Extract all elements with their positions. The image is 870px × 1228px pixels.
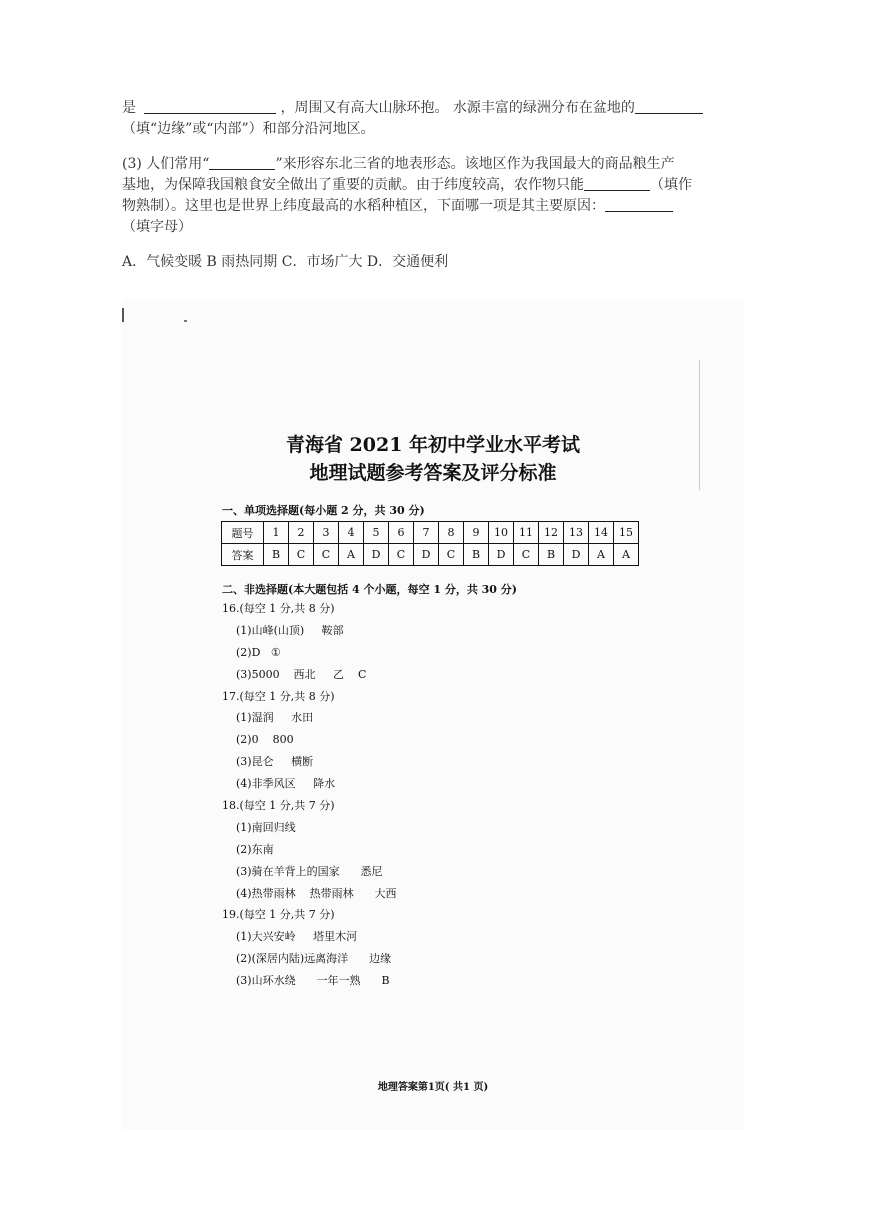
question-number-cell: 3 — [314, 522, 339, 544]
question-number-cell: 11 — [514, 522, 539, 544]
question-number-cell: 2 — [289, 522, 314, 544]
question-number-cell: 12 — [539, 522, 564, 544]
question-text-block — [122, 98, 752, 273]
answer-line: (3)骑在羊背上的国家 悉尼 — [236, 864, 383, 878]
text-segment: 物熟制）。这里也是世界上纬度最高的水稻种植区，下面哪一项是其主要原因： — [122, 198, 605, 214]
section-heading-nonchoice: 二、非选择题(本大题包括 4 个小题，每空 1 分，共 30 分) — [222, 583, 518, 596]
answer-cell: D — [364, 544, 389, 566]
answer-cell: B — [464, 544, 489, 566]
question-line-6: （填字母） — [122, 219, 192, 235]
question-line-2: （填“边缘”或“内部”）和部分沿河地区。 — [122, 121, 375, 137]
answer-cell: D — [564, 544, 589, 566]
section-heading-choice: 一、单项选择题(每小题 2 分，共 30 分) — [222, 504, 425, 517]
answer-cell: C — [389, 544, 414, 566]
question-line-1 — [122, 98, 752, 119]
answer-cell: C — [289, 544, 314, 566]
answer-line: (4)非季风区 降水 — [236, 777, 336, 791]
question-number-cell: 8 — [439, 522, 464, 544]
scanned-answer-sheet — [122, 300, 744, 1130]
answer-line: (2)东南 — [236, 842, 274, 856]
answer-line: (1)大兴安岭 塔里木河 — [236, 930, 358, 944]
question-number-cell: 13 — [564, 522, 589, 544]
text-segment: （填作 — [650, 177, 692, 193]
question-heading: 18.(每空 1 分,共 7 分) — [222, 799, 335, 813]
question-line-3 — [122, 154, 752, 175]
page-footer: 地理答案第1页( 共1 页) — [377, 1082, 489, 1093]
answer-line: (3)山环水绕 一年一熟 B — [236, 974, 390, 988]
answer-cell: C — [439, 544, 464, 566]
question-heading: 17.(每空 1 分,共 8 分) — [222, 689, 335, 703]
answer-cell: D — [414, 544, 439, 566]
answer-blank — [635, 99, 703, 114]
text-segment: ”来形容东北三省的地表形态。该地区作为我国最大的商品粮生产 — [275, 156, 675, 172]
answer-cell: C — [314, 544, 339, 566]
sheet-title: 青海省 2021 年初中学业水平考试 — [285, 434, 581, 456]
answer-cell: B — [264, 544, 289, 566]
answer-line: (1)山峰(山顶) 鞍部 — [236, 623, 344, 637]
answer-options: A．气候变暖 B 雨热同期 C．市场广大 D．交通便利 — [122, 254, 449, 270]
question-number-cell: 7 — [414, 522, 439, 544]
text-segment: ，周围又有高大山脉环抱。 水源丰富的绿洲分布在盆地的 — [280, 100, 635, 116]
question-number-cell: 1 — [264, 522, 289, 544]
answer-blank — [605, 197, 673, 212]
question-line-5 — [122, 196, 752, 217]
question-number-cell: 10 — [489, 522, 514, 544]
answer-blank — [144, 99, 276, 114]
scan-mark — [122, 308, 124, 322]
question-heading: 16.(每空 1 分,共 8 分) — [222, 602, 335, 615]
text-segment: 基地，为保障我国粮食安全做出了重要的贡献。由于纬度较高，农作物只能 — [122, 177, 584, 193]
question-line-4 — [122, 175, 752, 196]
question-number-cell: 15 — [614, 522, 639, 544]
answer-line: (1)湿润 水田 — [236, 711, 314, 725]
answer-cell: C — [514, 544, 539, 566]
answer-line: (3)5000 西北 乙 C — [236, 667, 367, 681]
answer-cell: A — [614, 544, 639, 566]
answer-cell: D — [489, 544, 514, 566]
answer-line: (4)热带雨林 热带雨林 大西 — [236, 886, 397, 900]
question-heading: 19.(每空 1 分,共 7 分) — [222, 908, 335, 922]
table-row — [222, 544, 639, 566]
answer-blank — [584, 176, 650, 191]
answer-table — [221, 521, 639, 566]
answer-line: (3)昆仑 横断 — [236, 755, 314, 769]
answer-cell: A — [589, 544, 614, 566]
question-number-cell: 5 — [364, 522, 389, 544]
question-number-cell: 4 — [339, 522, 364, 544]
row-label: 答案 — [222, 544, 264, 566]
scan-mark — [184, 320, 187, 322]
text-segment: 是 — [122, 100, 136, 116]
answer-list — [222, 598, 397, 992]
answer-line: (2)(深居内陆)远离海洋 边缘 — [236, 952, 392, 966]
answer-line: (2)D ① — [236, 645, 281, 659]
answer-line: (2)0 800 — [236, 733, 294, 747]
question-number-cell: 14 — [589, 522, 614, 544]
text-segment: (3) 人们常用“ — [122, 156, 210, 172]
row-label: 题号 — [222, 522, 264, 544]
answer-cell: B — [539, 544, 564, 566]
answer-line: (1)南回归线 — [236, 820, 296, 834]
answer-cell: A — [339, 544, 364, 566]
question-number-cell: 9 — [464, 522, 489, 544]
table-row — [222, 522, 639, 544]
sheet-subtitle: 地理试题参考答案及评分标准 — [309, 462, 557, 484]
question-number-cell: 6 — [389, 522, 414, 544]
answer-blank — [209, 155, 275, 170]
